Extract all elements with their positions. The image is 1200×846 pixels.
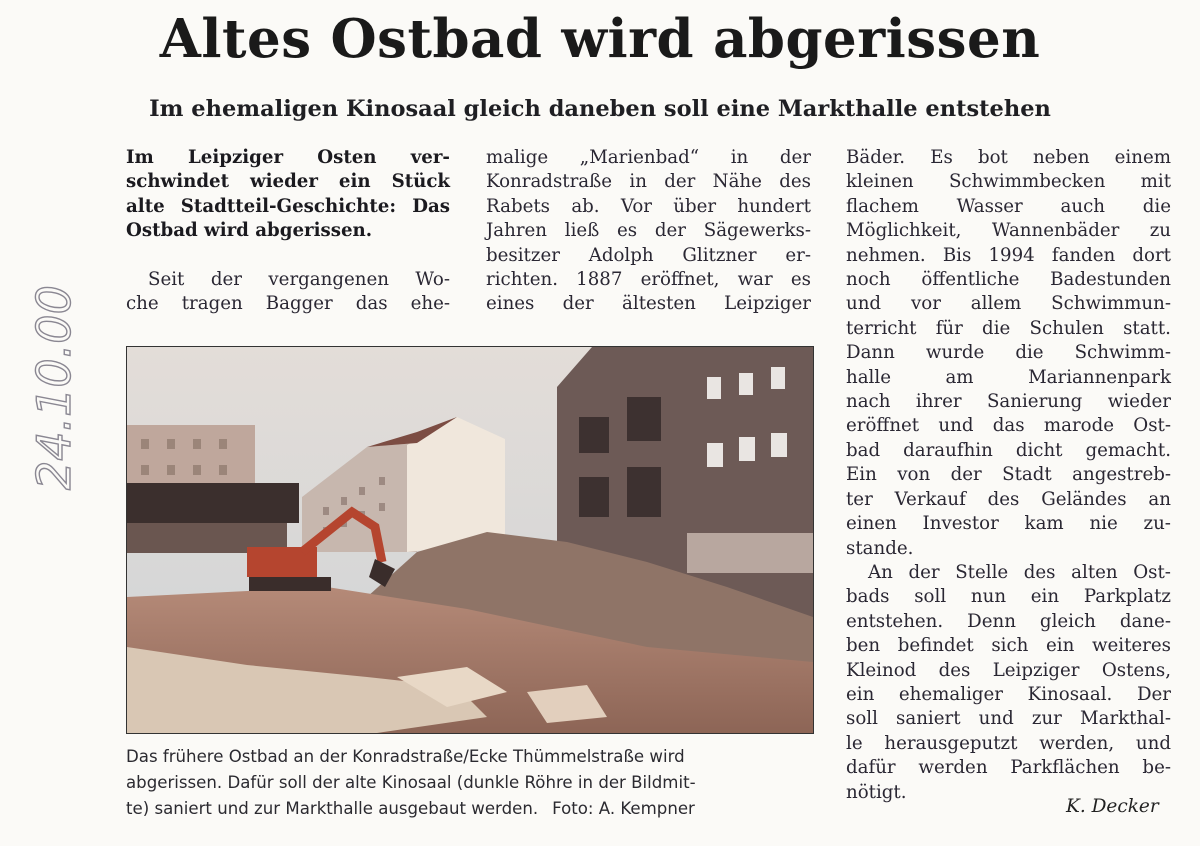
word: wieder xyxy=(249,171,318,193)
word: gleich xyxy=(1039,610,1096,632)
word: Bis xyxy=(942,244,972,266)
body-line xyxy=(846,292,1171,316)
word: der xyxy=(664,171,696,193)
word: über xyxy=(673,195,717,217)
word: tragen xyxy=(181,293,243,315)
word: herausgeputzt xyxy=(884,732,1018,754)
word: die xyxy=(1142,195,1171,217)
word: Der xyxy=(1136,683,1171,705)
word: werden, xyxy=(1039,732,1115,754)
word: am xyxy=(945,366,974,388)
word: zu xyxy=(1149,220,1171,242)
word: Bäder. xyxy=(846,147,906,168)
word: alten xyxy=(1071,561,1118,583)
word: Adolph xyxy=(588,244,654,266)
word: Seit xyxy=(148,268,185,290)
word: Wannenbäder xyxy=(991,220,1120,242)
word: dafür xyxy=(846,757,896,779)
word: Osten xyxy=(317,147,377,168)
word: der xyxy=(210,268,242,290)
word: des xyxy=(938,659,971,681)
word: weiteres xyxy=(1091,635,1171,657)
word: Rabets xyxy=(486,195,551,217)
body-line xyxy=(486,292,811,316)
word: ben xyxy=(846,635,881,657)
body-line xyxy=(846,170,1171,194)
word: öffentliche xyxy=(921,269,1020,291)
word: Geländes xyxy=(1041,488,1127,510)
word: ab. xyxy=(571,195,600,217)
subheadline: Im ehemaligen Kinosaal gleich daneben soll eine Markthalle entstehen xyxy=(149,96,1051,122)
word: Stadtteil-Geschichte: xyxy=(180,195,397,217)
body-line xyxy=(846,341,1171,365)
body-line: nötigt. xyxy=(846,781,907,803)
word: ein xyxy=(1046,635,1075,657)
word: be- xyxy=(1142,757,1171,779)
word: in xyxy=(629,171,647,193)
word: des xyxy=(1023,561,1056,583)
word: eröffnet, xyxy=(640,269,720,291)
word: zur xyxy=(1031,708,1062,730)
lead-paragraph xyxy=(126,146,450,244)
word: Leipziger xyxy=(187,147,284,168)
body-line xyxy=(486,244,811,268)
word: soll xyxy=(914,586,947,608)
word: schwindet xyxy=(126,171,230,193)
word: marode xyxy=(1043,415,1115,437)
word: statt. xyxy=(1123,317,1171,339)
word: Schwimm- xyxy=(1074,342,1171,364)
word: es xyxy=(617,220,638,242)
word: Konradstraße xyxy=(486,171,613,193)
word: ließ xyxy=(564,220,600,242)
word: Schwimmbecken xyxy=(948,171,1106,193)
word: nie xyxy=(1089,513,1118,535)
word: noch xyxy=(846,269,891,291)
word: von xyxy=(897,464,931,486)
word: Im xyxy=(126,147,154,168)
word: Sägewerks- xyxy=(703,220,811,242)
body-line xyxy=(846,195,1171,219)
body-line xyxy=(846,488,1171,512)
word: des xyxy=(779,171,811,193)
word: es xyxy=(790,269,811,291)
word: und xyxy=(978,708,1014,730)
caption-line: Das frühere Ostbad an der Konradstraße/Ecke Thümmelstraße wird xyxy=(126,747,685,766)
word: der xyxy=(908,561,940,583)
word: 1994 xyxy=(988,244,1035,266)
word: dort xyxy=(1132,244,1171,266)
body-line xyxy=(486,219,811,243)
word: ver- xyxy=(410,147,450,168)
word: Schwimmun- xyxy=(1051,293,1171,315)
word: für xyxy=(935,317,963,339)
word: Markthal- xyxy=(1079,708,1171,730)
word: der xyxy=(654,220,686,242)
body-line xyxy=(846,244,1171,268)
word: ältesten xyxy=(622,293,696,315)
word: terricht xyxy=(846,317,917,339)
body-line xyxy=(846,317,1171,341)
body-line xyxy=(846,146,1171,170)
body-line xyxy=(126,292,450,316)
word: Stadt xyxy=(1002,464,1052,486)
body-line xyxy=(846,756,1171,780)
word: Bagger xyxy=(265,293,333,315)
word: wieder xyxy=(1107,391,1171,413)
word: Ostens, xyxy=(1101,659,1171,681)
word: bad xyxy=(846,439,881,461)
body-line xyxy=(486,195,811,219)
word: bads xyxy=(846,586,890,608)
word: „Marienbad“ xyxy=(579,147,700,168)
word: che xyxy=(126,293,159,315)
body-line xyxy=(846,585,1171,609)
word: einem xyxy=(1114,147,1171,168)
word: Denn xyxy=(967,610,1016,632)
word: eines xyxy=(486,293,535,315)
body-line: stande. xyxy=(846,537,914,559)
body-line xyxy=(846,463,1171,487)
word: Leipziger xyxy=(724,293,811,315)
demolition-photo-illustration xyxy=(127,347,813,733)
word: Nähe xyxy=(712,171,762,193)
word: Parkflächen xyxy=(1010,757,1120,779)
word: vergangenen xyxy=(268,268,389,290)
lead-line xyxy=(126,146,450,170)
word: Stelle xyxy=(955,561,1009,583)
word: hundert xyxy=(737,195,811,217)
word: Investor xyxy=(922,513,999,535)
word: und xyxy=(846,293,882,315)
word: malige xyxy=(486,147,549,168)
word: er- xyxy=(785,244,811,266)
body-line xyxy=(486,146,811,170)
word: einen xyxy=(846,513,897,535)
word: Jahren xyxy=(486,220,548,242)
body-line xyxy=(846,683,1171,707)
word: 1887 xyxy=(576,269,623,291)
word: in xyxy=(730,147,749,168)
author-byline: K. Decker xyxy=(1066,796,1159,817)
word: allem xyxy=(970,293,1022,315)
word: entstehen. xyxy=(846,610,944,632)
word: ein xyxy=(338,171,371,193)
word: angestreb- xyxy=(1072,464,1171,486)
word: Parkplatz xyxy=(1083,586,1171,608)
word: An xyxy=(868,561,893,583)
word: Schulen xyxy=(1029,317,1104,339)
word: Das xyxy=(412,195,450,217)
word: Verkauf xyxy=(894,488,966,510)
body-line xyxy=(486,170,811,194)
body-line xyxy=(846,219,1171,243)
body-line xyxy=(126,268,450,292)
word: dicht xyxy=(1015,439,1063,461)
word: das xyxy=(992,415,1025,437)
word: an xyxy=(1148,488,1171,510)
column-1 xyxy=(126,146,450,316)
photo-credit: Foto: A. Kempner xyxy=(552,799,695,818)
word: werden xyxy=(918,757,988,779)
caption-line: abgerissen. Dafür soll der alte Kinosaal (dunkle Röhre in der Bildmit- xyxy=(126,773,696,792)
word: mit xyxy=(1140,171,1171,193)
word: halle xyxy=(846,366,891,388)
word: daraufhin xyxy=(903,439,993,461)
handwritten-date xyxy=(8,265,98,495)
body-line xyxy=(846,268,1171,292)
word: Ost- xyxy=(1133,415,1171,437)
body-line xyxy=(846,414,1171,438)
word: Ost- xyxy=(1133,561,1171,583)
lead-line xyxy=(126,195,450,219)
word: vor xyxy=(910,293,941,315)
body-line xyxy=(486,268,811,292)
word: des xyxy=(987,488,1020,510)
word: ein xyxy=(846,683,875,705)
body-line xyxy=(846,610,1171,634)
word: Dann xyxy=(846,342,895,364)
word: nach xyxy=(846,391,891,413)
word: ein xyxy=(1030,586,1060,608)
body-line xyxy=(846,366,1171,390)
body-line xyxy=(846,732,1171,756)
word: befindet xyxy=(897,635,974,657)
word: ihrer xyxy=(915,391,962,413)
word: Leipziger xyxy=(992,659,1080,681)
word: und xyxy=(938,415,974,437)
body-line xyxy=(846,561,1171,585)
word: die xyxy=(1015,342,1044,364)
photo-caption xyxy=(126,744,816,822)
lead-line xyxy=(126,170,450,194)
word: die xyxy=(982,317,1011,339)
lead-line: Ostbad wird abgerissen. xyxy=(126,220,373,242)
word: richten. xyxy=(486,269,558,291)
word: neben xyxy=(1032,147,1090,168)
word: kleinen xyxy=(846,171,914,193)
word: Möglichkeit, xyxy=(846,220,962,242)
word: Mariannenpark xyxy=(1028,366,1171,388)
word: alte xyxy=(126,195,165,217)
word: war xyxy=(737,269,773,291)
body-line xyxy=(846,659,1171,683)
word: der xyxy=(779,147,811,168)
body-line xyxy=(846,390,1171,414)
word: le xyxy=(846,732,863,754)
word: nehmen. xyxy=(846,244,926,266)
word: flachem xyxy=(846,195,919,217)
word: dane- xyxy=(1119,610,1171,632)
word: zu- xyxy=(1143,513,1171,535)
column-2 xyxy=(486,146,811,317)
word: bot xyxy=(977,147,1008,168)
word: Kleinod xyxy=(846,659,917,681)
body-line xyxy=(846,634,1171,658)
word: Wo- xyxy=(415,268,450,290)
word: fanden xyxy=(1051,244,1116,266)
headline: Altes Ostbad wird abgerissen xyxy=(159,8,1041,70)
body-line xyxy=(846,512,1171,536)
demolition-photo xyxy=(126,346,814,734)
column-3 xyxy=(846,146,1171,805)
word: Wasser xyxy=(956,195,1023,217)
word: eröffnet xyxy=(846,415,920,437)
word: der xyxy=(950,464,982,486)
word: sich xyxy=(991,635,1029,657)
word: soll xyxy=(846,708,878,730)
word: Vor xyxy=(620,195,652,217)
word: der xyxy=(562,293,594,315)
word: gemacht. xyxy=(1085,439,1171,461)
word: Es xyxy=(930,147,953,168)
word: Sanierung xyxy=(986,391,1083,413)
body-line xyxy=(846,707,1171,731)
word: kam xyxy=(1024,513,1064,535)
word: auch xyxy=(1060,195,1105,217)
word: Kinosaal. xyxy=(1027,683,1113,705)
word: besitzer xyxy=(486,244,560,266)
word: nun xyxy=(970,586,1007,608)
body-line xyxy=(846,439,1171,463)
word: wurde xyxy=(925,342,985,364)
word: Glitzner xyxy=(682,244,757,266)
word: Stück xyxy=(391,171,450,193)
handwritten-date-text: 24.10.00 xyxy=(27,285,81,490)
word: ehe- xyxy=(410,293,450,315)
word: Ein xyxy=(846,464,877,486)
word: ter xyxy=(846,488,873,510)
word: saniert xyxy=(896,708,961,730)
caption-line: te) saniert und zur Markthalle ausgebaut werden. Foto: A. Kempner xyxy=(126,796,816,822)
word: und xyxy=(1135,732,1171,754)
word: ehemaliger xyxy=(898,683,1003,705)
word: das xyxy=(355,293,388,315)
word: Badestunden xyxy=(1050,269,1171,291)
